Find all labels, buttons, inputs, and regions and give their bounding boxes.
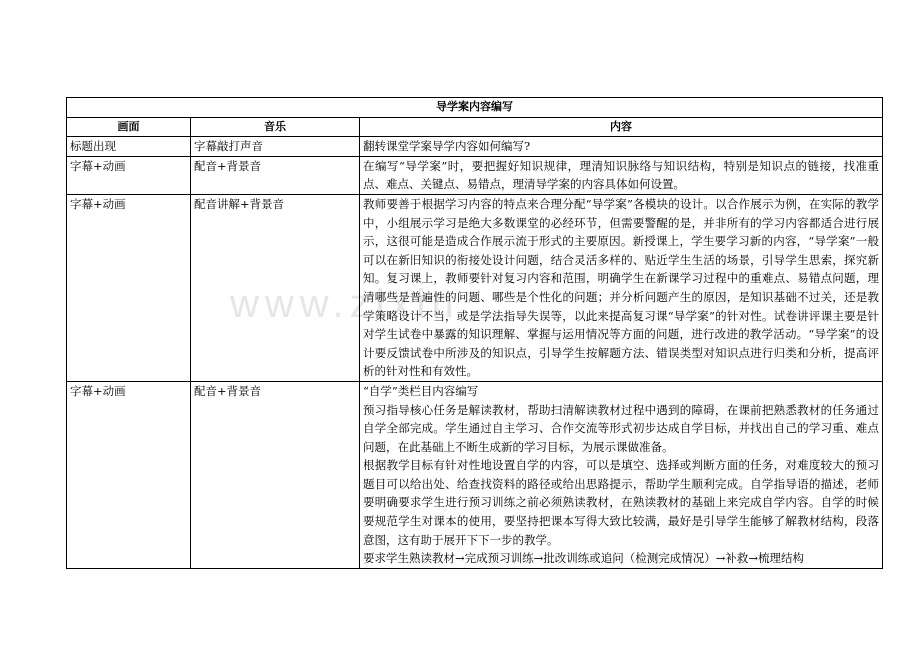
cell-scene: 标题出现	[67, 137, 191, 157]
header-content: 内容	[360, 117, 883, 137]
content-paragraph: 在编写“导学案”时，要把握好知识规律，理清知识脉络与知识结构，特别是知识点的链接，找准重点、难点、关键点、易错点，理清导学案的内容具体如何设置。	[363, 158, 879, 192]
table-row	[67, 137, 883, 157]
content-paragraph: 预习指导核心任务是解读教材，帮助扫清解读教材过程中遇到的障碍，在课前把熟悉教材的任务通过自学全部完成。学生通过自主学习、合作交流等形式初步达成自学目标，并找出自己的学习重、难点问题，在此基础上不断生成新的学习目标，为展示课做准备。	[363, 402, 879, 454]
cell-content	[360, 156, 883, 194]
lesson-plan-table	[66, 97, 883, 569]
content-subheading: “自学”类栏目内容编写	[363, 383, 479, 398]
table-title: 导学案内容编写	[67, 98, 883, 118]
cell-content	[360, 137, 883, 157]
cell-content	[360, 381, 883, 568]
cell-scene: 字幕+动画	[67, 156, 191, 194]
content-paragraph: 根据教学目标有针对性地设置自学的内容，可以是填空、选择或判断方面的任务，对难度较大的预习题目可以给出处、给查找资料的路径或给出思路提示，帮助学生顺利完成。自学指导语的描述，老师要明确要求学生进行预习训练之前必须熟读教材，在熟读教材的基础上来完成自学内容。自学的时候要规范学生对课本的使用，要坚持把课本写得大致比较满，最好是引导学生能够了解教材结构，段落意图，这有助于展开下下一步的教学。	[363, 458, 879, 547]
cell-scene: 字幕+动画	[67, 194, 191, 381]
content-flow: 要求学生熟读教材→完成预习训练→批改训练或追问（检测完成情况）→补救→梳理结构	[363, 551, 805, 566]
cell-music: 配音+背景音	[191, 381, 360, 568]
content-paragraph: 教师要善于根据学习内容的特点来合理分配“导学案”各模块的设计。以合作展示为例，在实际的教学中，小组展示学习是绝大多数课堂的必经环节，但需要警醒的是，并非所有的学习内容都适合进行展示，这很可能是造成合作展示流于形式的主要原因。新授课上，学生要学习新的内容，“导学案”一般可以在新旧知识的衔接处设计问题，结合灵活多样的、贴近学生生活的场景，引导学生思索，探究新知。复习课上，教师要针对复习内容和范围，明确学生在新课学习过程中的重难点、易错点问题，理清哪些是普遍性的问题、哪些是个性化的问题；并分析问题产生的原因，是知识基础不过关，还是教学策略设计不当，或是学法指导失误等，以此来提高复习课“导学案”的针对性。试卷讲评课主要是针对学生试卷中暴露的知识理解、掌握与运用情况等方面的问题，进行改进的教学活动。“导学案”的设计要反馈试卷中所涉及的知识点，引导学生按解题方法、错误类型对知识点进行归类和分析，提高评析的针对性和有效性。	[363, 196, 879, 379]
content-paragraph: 翻转课堂学案导学内容如何编写?	[363, 139, 531, 154]
watermark: www.zixin	[230, 282, 460, 326]
header-scene: 画面	[67, 117, 191, 137]
cell-music: 字幕敲打声音	[191, 137, 360, 157]
table-row	[67, 194, 883, 381]
cell-music: 配音讲解+背景音	[191, 194, 360, 381]
cell-content	[360, 194, 883, 381]
table-row	[67, 156, 883, 194]
table-row	[67, 381, 883, 568]
header-music: 音乐	[191, 117, 360, 137]
cell-music: 配音+背景音	[191, 156, 360, 194]
cell-scene: 字幕+动画	[67, 381, 191, 568]
